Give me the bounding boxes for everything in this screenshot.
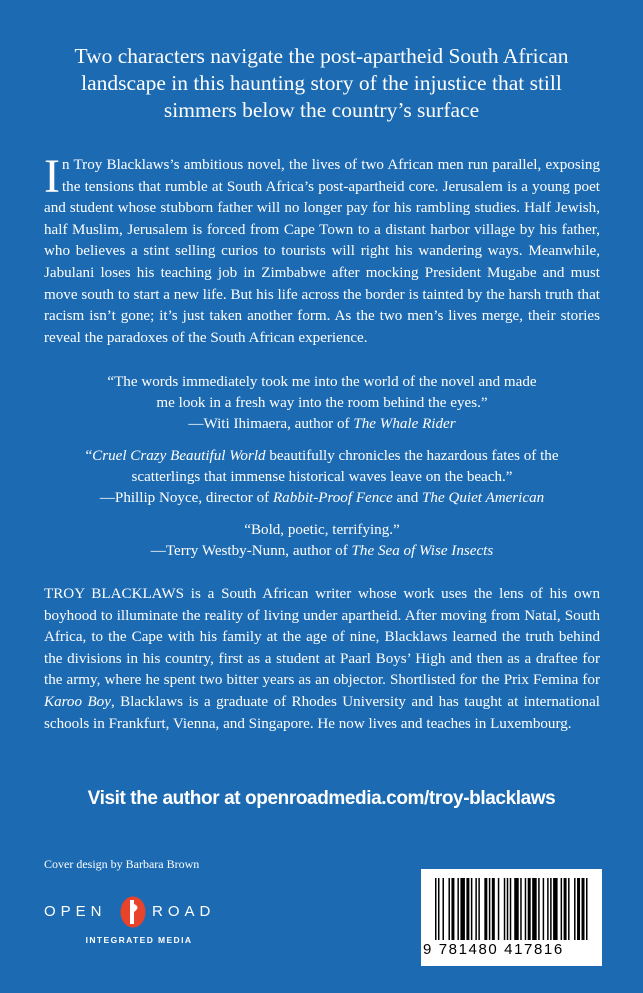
isbn-digits: 9 781480 417816 <box>423 941 564 958</box>
logo-subtitle: INTEGRATED MEDIA <box>85 935 193 945</box>
barcode-bar <box>504 878 506 940</box>
blurb-book-title: Cruel Crazy Beautiful World <box>92 448 266 464</box>
barcode-bar <box>448 878 450 940</box>
barcode-bar <box>582 878 585 940</box>
blurbs <box>44 372 600 573</box>
barcode-bar <box>484 878 487 940</box>
author-website-link[interactable]: Visit the author at openroadmedia.com/troy-blacklaws <box>87 788 556 809</box>
publisher-logo <box>44 895 234 953</box>
barcode-bar <box>507 878 509 940</box>
blurb-ihimaera <box>44 372 600 435</box>
blurb-attribution: —Terry Westby-Nunn, author of <box>150 543 352 559</box>
tagline: Two characters navigate the post-apartheid South African landscape in this haunting story of the injustice that still simmers below the country’s surface <box>74 44 569 122</box>
barcode-bar <box>586 878 588 940</box>
barcode-bar <box>442 878 444 940</box>
barcode-bar <box>525 878 527 940</box>
blurb-text-line: “The words immediately took me into the world of the novel and made <box>107 374 537 390</box>
barcode-bar <box>520 878 522 940</box>
blurb-noyce <box>44 446 600 509</box>
drop-cap: I <box>44 150 60 203</box>
blurb-open-quote: “ <box>85 448 93 464</box>
blurb-work-title: The Whale Rider <box>353 416 456 432</box>
synopsis-text: n Troy Blacklaws’s ambitious novel, the lives of two African men run parallel, exposing the tensions that rumble at South Africa’s post-apartheid core. Jerusalem is a young poet and student whose stubborn father will no longer pay for his rambling studies. Half Jewish, half Muslim, Jerusalem is forced from Cape Town to a distant harbor village by his father, who believes a stint selling curios to tourists will right his wandering ways. Meanwhile, Jabulani loses his teaching job in Zimbabwe after mocking President Mugabe and must move south to start a new life. But his life across the border is tainted by the harsh truth that racism isn’t gone; it’s just taken another form. As the two men’s lives merge, their stories reveal the paradoxes of the South African experience. <box>44 157 600 346</box>
logo-word-road: ROAD <box>152 903 216 920</box>
barcode-bar <box>528 878 531 940</box>
blurb-work-title: The Quiet American <box>422 490 545 506</box>
barcode-bars <box>435 878 589 940</box>
barcode-bar <box>532 878 536 940</box>
barcode-bar <box>492 878 495 940</box>
logo-word-open: OPEN <box>44 903 107 920</box>
barcode-bar <box>550 878 552 940</box>
blurb-attribution: —Witi Ihimaera, author of <box>188 416 354 432</box>
barcode-bar <box>478 878 480 940</box>
author-bio <box>44 584 600 735</box>
barcode-bar <box>564 878 567 940</box>
blurb-work-title: Rabbit-Proof Fence <box>272 490 393 506</box>
blurb-attribution-and: and <box>392 490 423 506</box>
barcode-bar <box>568 878 570 940</box>
blurb-text-line: me look in a fresh way into the room behind the eyes.” <box>156 395 488 411</box>
barcode-bar <box>471 878 473 940</box>
barcode-bar <box>577 878 580 940</box>
blurb-text-line: “Bold, poetic, terrifying.” <box>244 522 400 538</box>
blurb-work-title: The Sea of Wise Insects <box>351 543 494 559</box>
bio-text: , Blacklaws is a graduate of Rhodes University and has taught at international schools in Frankfurt, Vienna, and Singapore. He now lives and teaches in Luxembourg. <box>44 693 600 732</box>
barcode-bar <box>438 878 440 940</box>
barcode-bar <box>460 878 464 940</box>
barcode-bar <box>574 878 576 940</box>
barcode-bar <box>498 878 500 940</box>
barcode-bar <box>514 878 518 940</box>
barcode-bar <box>475 878 477 940</box>
barcode-bar <box>553 878 557 940</box>
barcode-bar <box>451 878 454 940</box>
blurb-text-line: beautifully chronicles the hazardous fates of the <box>265 448 559 464</box>
bio-book-title: Karoo Boy <box>44 693 111 710</box>
cover-design-credit: Cover design by Barbara Brown <box>44 857 200 871</box>
barcode-bar <box>561 878 563 940</box>
barcode-bar <box>489 878 491 940</box>
barcode-bar <box>547 878 549 940</box>
blurb-text-line: scatterlings that immense historical waves leave on the beach.” <box>131 469 513 485</box>
barcode-bar <box>466 878 469 940</box>
barcode-bar <box>538 878 540 940</box>
barcode-bar <box>435 878 437 940</box>
isbn-barcode <box>421 869 602 966</box>
barcode-bar <box>457 878 459 940</box>
barcode-bar <box>510 878 512 940</box>
blurb-attribution: —Phillip Noyce, director of <box>99 490 273 506</box>
open-road-mark-icon <box>119 895 147 929</box>
bio-text: TROY BLACKLAWS is a South African writer whose work uses the lens of his own boyhood to illuminate the reality of living under apartheid. After moving from Natal, South Africa, to the Cape with his family at the age of nine, Blacklaws learned the truth behind the divisions in his country, first as a student at Paarl Boys’ High and then as a draftee for the army, where he spent two bitter years as an objector. Shortlisted for the Prix Femina for <box>44 586 600 689</box>
synopsis <box>44 150 600 349</box>
barcode-bar <box>543 878 545 940</box>
blurb-westby-nunn <box>44 520 600 562</box>
